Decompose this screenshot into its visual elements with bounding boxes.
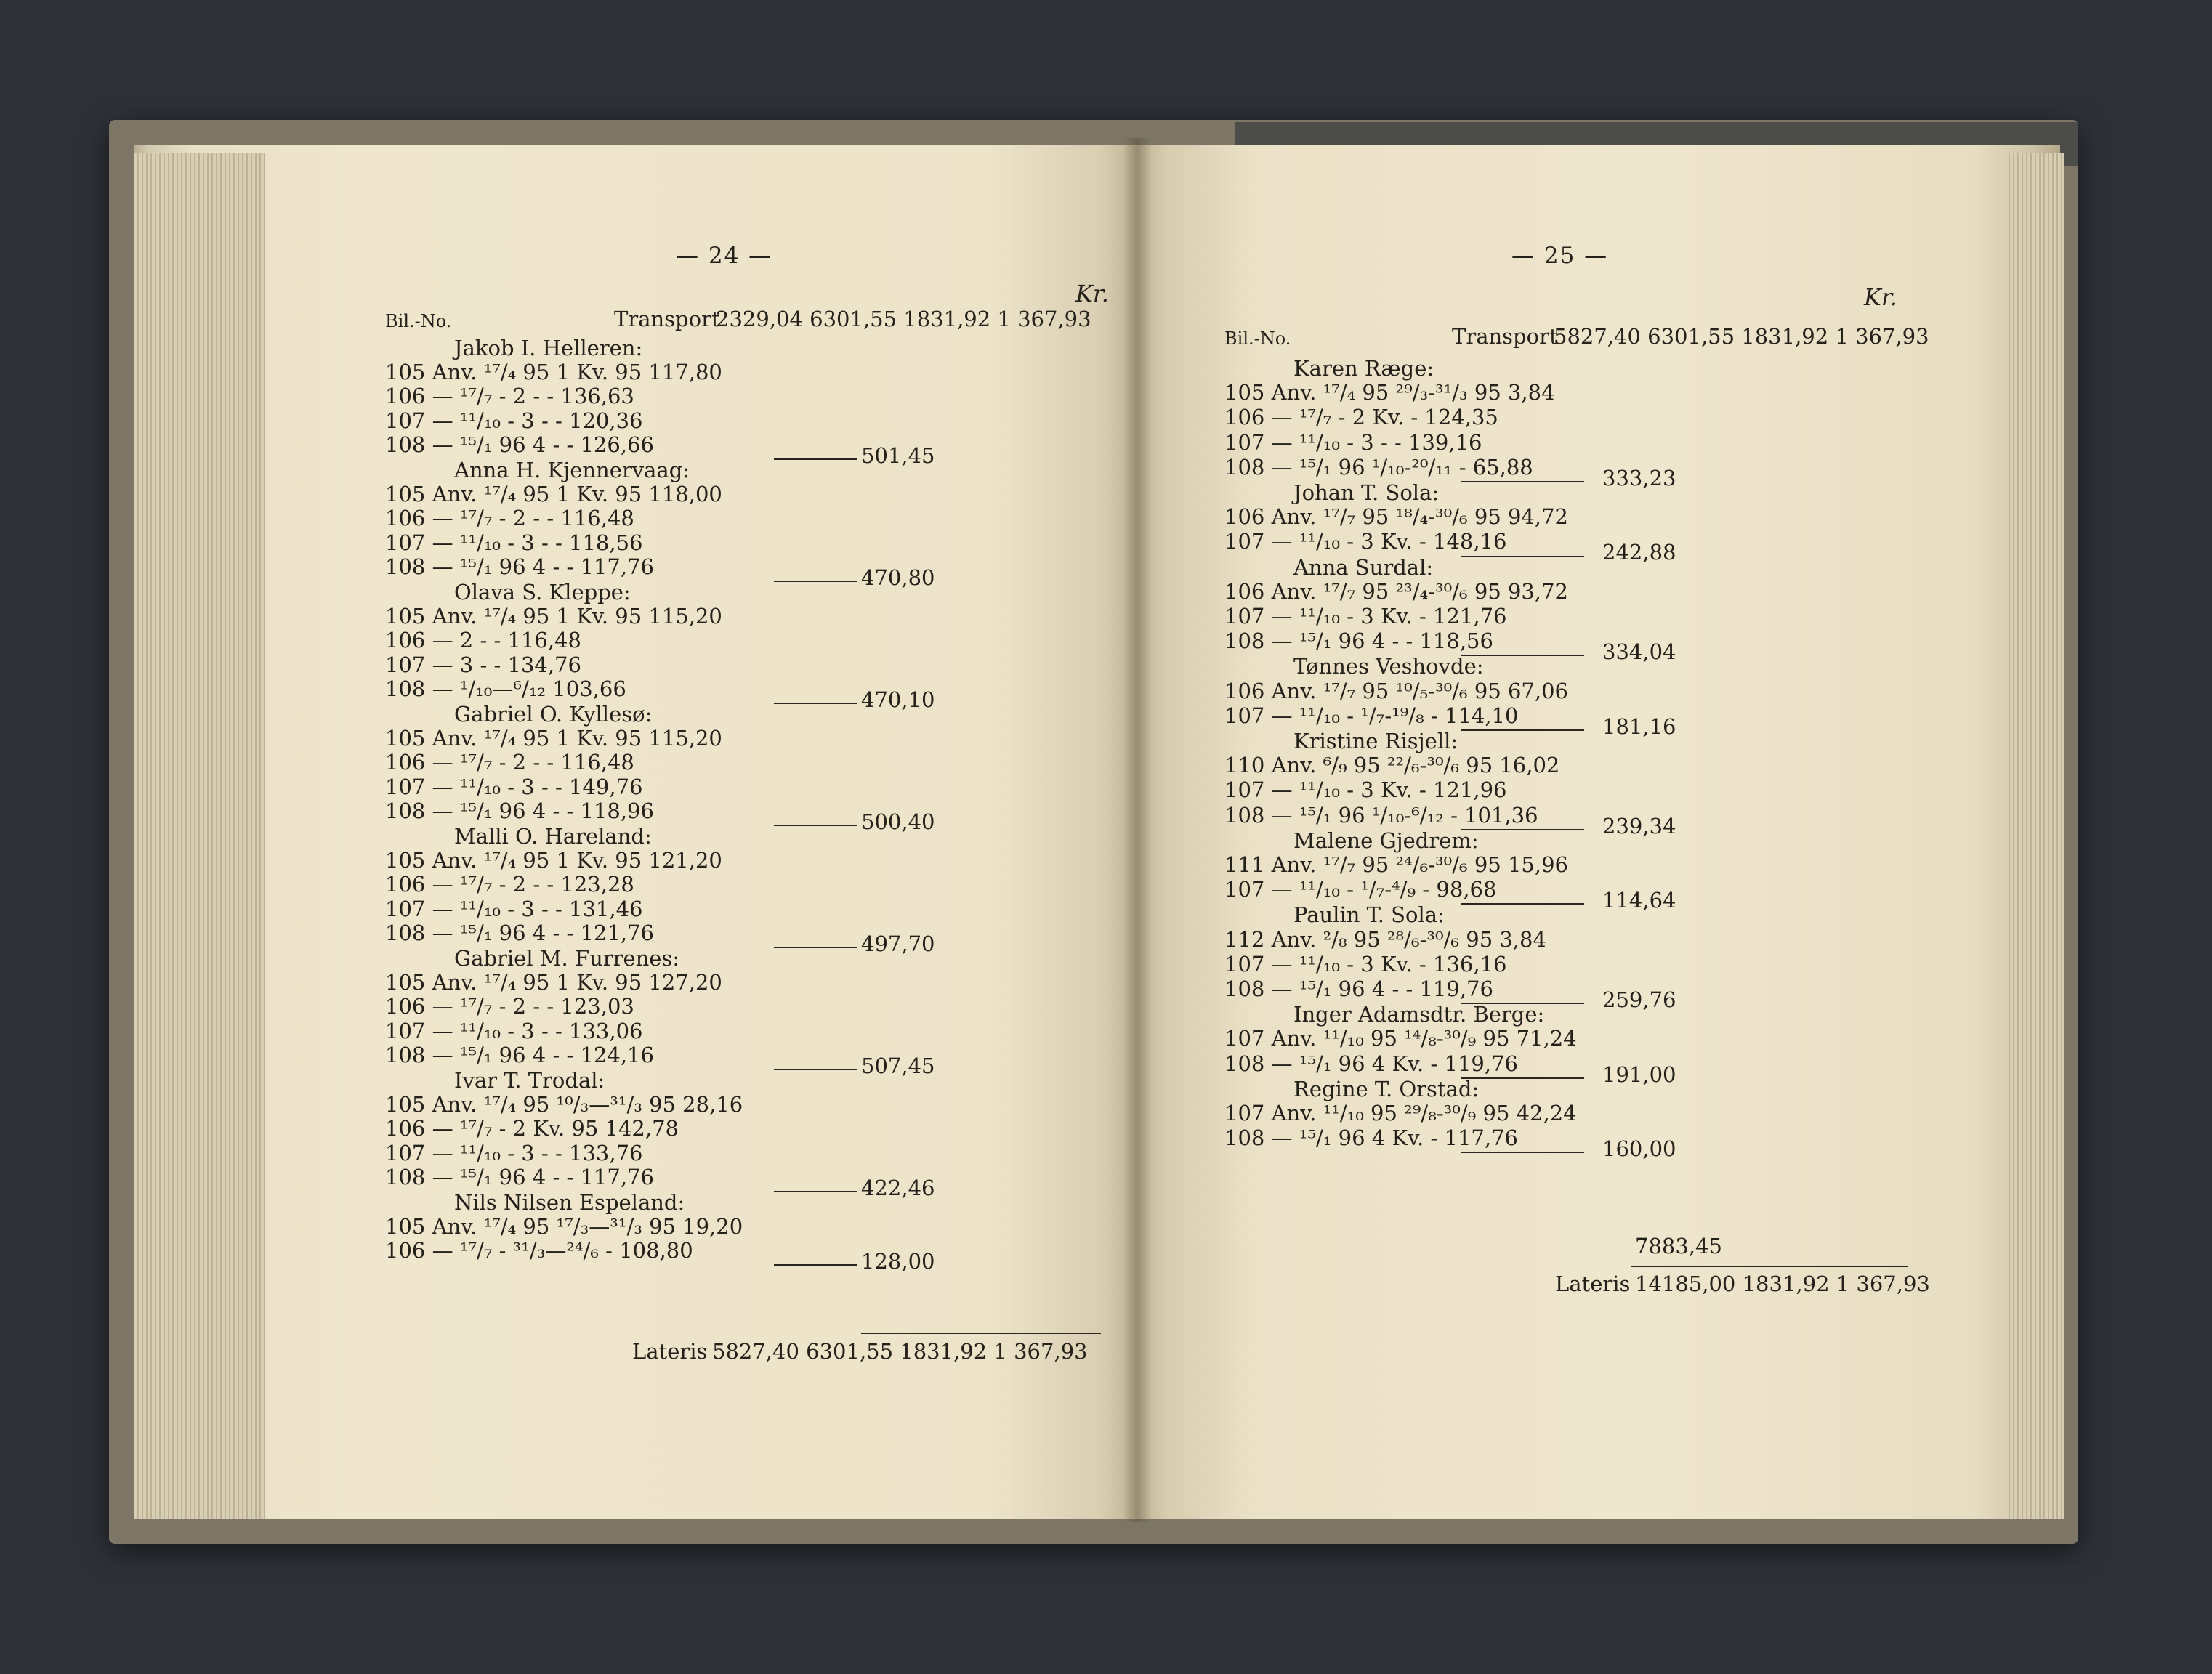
subtotal-rule <box>774 947 857 948</box>
subtotal-rule <box>1461 1077 1584 1079</box>
subtotal-rule <box>1461 829 1584 830</box>
entry-name: Tønnes Veshovde: <box>1293 654 1484 679</box>
total-rule <box>1631 1266 1908 1267</box>
entry-line: 107 — ¹¹/₁₀ - 3 Kv. - 148,16 <box>1224 529 1507 554</box>
page-number: — 24 — <box>676 243 773 269</box>
entry-line: 106 Anv. ¹⁷/₇ 95 ²³/₄-³⁰/₆ 95 93,72 <box>1224 578 1569 604</box>
entry-subtotal: 242,88 <box>1602 540 1676 565</box>
left-page <box>134 145 1137 1519</box>
subtotal-rule <box>1461 556 1584 557</box>
entry-line: 105 Anv. ¹⁷/₄ 95 ¹⁷/₃—³¹/₃ 95 19,20 <box>385 1213 743 1239</box>
entry-line: 107 — ¹¹/₁₀ - 3 - - 131,46 <box>385 896 643 921</box>
entry-line: 105 Anv. ¹⁷/₄ 95 1 Kv. 95 127,20 <box>385 969 722 995</box>
entry-name: Ivar T. Trodal: <box>454 1068 605 1093</box>
entry-line: 108 — ¹⁵/₁ 96 4 - - 118,56 <box>1224 628 1493 654</box>
entry-line: 108 — ¹⁵/₁ 96 ¹/₁₀-⁶/₁₂ - 101,36 <box>1224 802 1538 828</box>
subtotal-rule <box>774 1264 857 1266</box>
entry-subtotal: 181,16 <box>1602 713 1676 739</box>
entry-line: 108 — ¹⁵/₁ 96 4 - - 117,76 <box>385 1165 654 1190</box>
entry-line: 105 Anv. ¹⁷/₄ 95 1 Kv. 95 115,20 <box>385 603 722 628</box>
entry-line: 106 Anv. ¹⁷/₇ 95 ¹⁰/₅-³⁰/₆ 95 67,06 <box>1224 678 1569 703</box>
book-gutter <box>1123 138 1152 1522</box>
currency-mark: Kr. <box>1864 283 1897 311</box>
bil-no-label: Bil.-No. <box>1224 328 1291 349</box>
entry-name: Malene Gjedrem: <box>1293 828 1479 853</box>
lateris-values: 5827,40 6301,55 1831,92 1 367,93 <box>712 1339 1088 1364</box>
subtotal-rule <box>774 1191 857 1192</box>
entry-name: Nils Nilsen Espeland: <box>454 1190 685 1215</box>
grand-total: 7883,45 <box>1635 1234 1722 1258</box>
subtotal-rule <box>774 1069 857 1070</box>
subtotal-rule <box>774 581 857 582</box>
subtotal-rule <box>1461 903 1584 905</box>
entry-line: 106 — ¹⁷/₇ - 2 - - 136,63 <box>385 384 634 409</box>
entry-subtotal: 470,10 <box>861 687 935 713</box>
entry-line: 105 Anv. ¹⁷/₄ 95 1 Kv. 95 118,00 <box>385 481 722 506</box>
entry-line: 107 — ¹¹/₁₀ - 3 - - 120,36 <box>385 408 643 433</box>
entry-line: 106 — ¹⁷/₇ - 2 Kv. 95 142,78 <box>385 1116 679 1141</box>
entry-subtotal: 422,46 <box>861 1176 935 1201</box>
bil-no-label: Bil.-No. <box>385 311 452 331</box>
entry-subtotal: 501,45 <box>861 443 935 469</box>
entry-line: 108 — ¹⁵/₁ 96 4 - - 121,76 <box>385 921 654 946</box>
lateris-label: Lateris <box>632 1339 708 1364</box>
entry-line: 107 — ¹¹/₁₀ - ¹/₇-⁴/₉ - 98,68 <box>1224 877 1497 902</box>
lateris-values: 14185,00 1831,92 1 367,93 <box>1635 1271 1930 1296</box>
entry-subtotal: 333,23 <box>1602 465 1676 490</box>
currency-mark: Kr. <box>1075 280 1109 307</box>
entry-line: 106 Anv. ¹⁷/₇ 95 ¹⁸/₄-³⁰/₆ 95 94,72 <box>1224 504 1569 530</box>
subtotal-rule <box>774 703 857 704</box>
entry-line: 107 Anv. ¹¹/₁₀ 95 ²⁹/₈-³⁰/₉ 95 42,24 <box>1224 1101 1577 1125</box>
entry-line: 105 Anv. ¹⁷/₄ 95 1 Kv. 95 115,20 <box>385 725 722 751</box>
entry-line: 105 Anv. ¹⁷/₄ 95 1 Kv. 95 117,80 <box>385 359 722 384</box>
transport-label: Transport <box>1452 324 1558 349</box>
entry-subtotal: 334,04 <box>1602 639 1676 665</box>
entry-name: Gabriel M. Furrenes: <box>454 946 680 971</box>
entry-name: Paulin T. Sola: <box>1293 902 1445 928</box>
entry-line: 107 — ¹¹/₁₀ - 3 - - 133,06 <box>385 1018 643 1043</box>
entry-subtotal: 114,64 <box>1602 888 1676 913</box>
entry-line: 105 Anv. ¹⁷/₄ 95 ²⁹/₃-³¹/₃ 95 3,84 <box>1224 380 1555 405</box>
entry-line: 105 Anv. ¹⁷/₄ 95 ¹⁰/₃—³¹/₃ 95 28,16 <box>385 1091 743 1117</box>
transport-values: 2329,04 6301,55 1831,92 1 367,93 <box>716 307 1091 331</box>
entry-name: Johan T. Sola: <box>1293 480 1440 505</box>
entry-line: 107 — 3 - - 134,76 <box>385 652 581 677</box>
entry-line: 106 — 2 - - 116,48 <box>385 628 581 653</box>
transport-values: 5827,40 6301,55 1831,92 1 367,93 <box>1554 324 1929 349</box>
subtotal-rule <box>774 458 857 460</box>
transport-label: Transport <box>614 307 720 331</box>
entry-line: 106 — ¹⁷/₇ - 2 - - 116,48 <box>385 506 634 531</box>
entry-name: Anna Surdal: <box>1293 554 1434 580</box>
entry-line: 107 Anv. ¹¹/₁₀ 95 ¹⁴/₈-³⁰/₉ 95 71,24 <box>1224 1026 1577 1051</box>
entry-name: Kristine Risjell: <box>1293 729 1458 753</box>
entry-line: 107 — ¹¹/₁₀ - 3 - - 139,16 <box>1224 429 1482 455</box>
entry-name: Karen Ræge: <box>1293 356 1434 381</box>
subtotal-rule <box>1461 729 1584 731</box>
entry-name: Jakob I. Helleren: <box>454 336 643 360</box>
entry-line: 112 Anv. ²/₈ 95 ²⁸/₆-³⁰/₆ 95 3,84 <box>1224 926 1546 952</box>
entry-subtotal: 259,76 <box>1602 987 1676 1012</box>
entry-line: 107 — ¹¹/₁₀ - ¹/₇-¹⁹/₈ - 114,10 <box>1224 703 1519 728</box>
entry-name: Inger Adamsdtr. Berge: <box>1293 1002 1545 1027</box>
entry-subtotal: 470,80 <box>861 565 935 591</box>
entry-subtotal: 497,70 <box>861 931 935 957</box>
entry-line: 107 — ¹¹/₁₀ - 3 Kv. - 121,76 <box>1224 604 1507 628</box>
entry-line: 105 Anv. ¹⁷/₄ 95 1 Kv. 95 121,20 <box>385 847 722 873</box>
subtotal-rule <box>1461 1152 1584 1153</box>
entry-subtotal: 128,00 <box>861 1249 935 1274</box>
entry-subtotal: 160,00 <box>1602 1136 1676 1162</box>
page-edges-right <box>2006 153 2064 1519</box>
entry-line: 108 — ¹⁵/₁ 96 4 - - 124,16 <box>385 1043 654 1068</box>
subtotal-rule <box>1461 481 1584 482</box>
entry-name: Regine T. Orstad: <box>1293 1076 1480 1101</box>
entry-line: 106 — ¹⁷/₇ - 2 - - 123,03 <box>385 994 634 1019</box>
entry-name: Olava S. Kleppe: <box>454 580 631 604</box>
entry-line: 107 — ¹¹/₁₀ - 3 Kv. - 121,96 <box>1224 777 1507 803</box>
entry-line: 107 — ¹¹/₁₀ - 3 Kv. - 136,16 <box>1224 951 1507 976</box>
entry-subtotal: 500,40 <box>861 809 935 835</box>
entry-name: Gabriel O. Kyllesø: <box>454 702 653 727</box>
entry-line: 108 — ¹⁵/₁ 96 4 Kv. - 117,76 <box>1224 1125 1518 1151</box>
entry-line: 106 — ¹⁷/₇ - ³¹/₃—²⁴/₆ - 108,80 <box>385 1238 693 1263</box>
entry-subtotal: 507,45 <box>861 1054 935 1079</box>
entry-subtotal: 239,34 <box>1602 813 1676 838</box>
page-edges-left <box>134 153 265 1519</box>
entry-line: 107 — ¹¹/₁₀ - 3 - - 118,56 <box>385 530 643 555</box>
entry-line: 107 — ¹¹/₁₀ - 3 - - 133,76 <box>385 1140 643 1165</box>
entry-subtotal: 191,00 <box>1602 1062 1676 1087</box>
entry-line: 110 Anv. ⁶/₉ 95 ²²/₆-³⁰/₆ 95 16,02 <box>1224 753 1560 778</box>
entry-name: Anna H. Kjennervaag: <box>454 458 690 482</box>
entry-line: 108 — ¹⁵/₁ 96 4 - - 118,96 <box>385 798 654 824</box>
subtotal-rule <box>774 825 857 826</box>
entry-line: 108 — ¹⁵/₁ 96 4 - - 119,76 <box>1224 976 1493 1001</box>
entry-line: 108 — ¹⁵/₁ 96 ¹/₁₀-²⁰/₁₁ - 65,88 <box>1224 454 1533 480</box>
entry-line: 106 — ¹⁷/₇ - 2 Kv. - 124,35 <box>1224 405 1498 430</box>
entry-line: 108 — ¹⁵/₁ 96 4 - - 117,76 <box>385 554 654 580</box>
right-page <box>1137 145 2060 1519</box>
entry-name: Malli O. Hareland: <box>454 824 652 849</box>
entry-line: 111 Anv. ¹⁷/₇ 95 ²⁴/₆-³⁰/₆ 95 15,96 <box>1224 852 1569 877</box>
lateris-label: Lateris <box>1555 1271 1631 1296</box>
entry-line: 108 — ¹/₁₀—⁶/₁₂ 103,66 <box>385 676 626 702</box>
entry-line: 106 — ¹⁷/₇ - 2 - - 123,28 <box>385 872 634 897</box>
entry-line: 106 — ¹⁷/₇ - 2 - - 116,48 <box>385 750 634 775</box>
entry-line: 107 — ¹¹/₁₀ - 3 - - 149,76 <box>385 774 643 799</box>
total-rule <box>861 1333 1101 1334</box>
page-number: — 25 — <box>1511 243 1609 269</box>
entry-line: 108 — ¹⁵/₁ 96 4 Kv. - 119,76 <box>1224 1051 1518 1076</box>
entry-line: 108 — ¹⁵/₁ 96 4 - - 126,66 <box>385 432 654 458</box>
